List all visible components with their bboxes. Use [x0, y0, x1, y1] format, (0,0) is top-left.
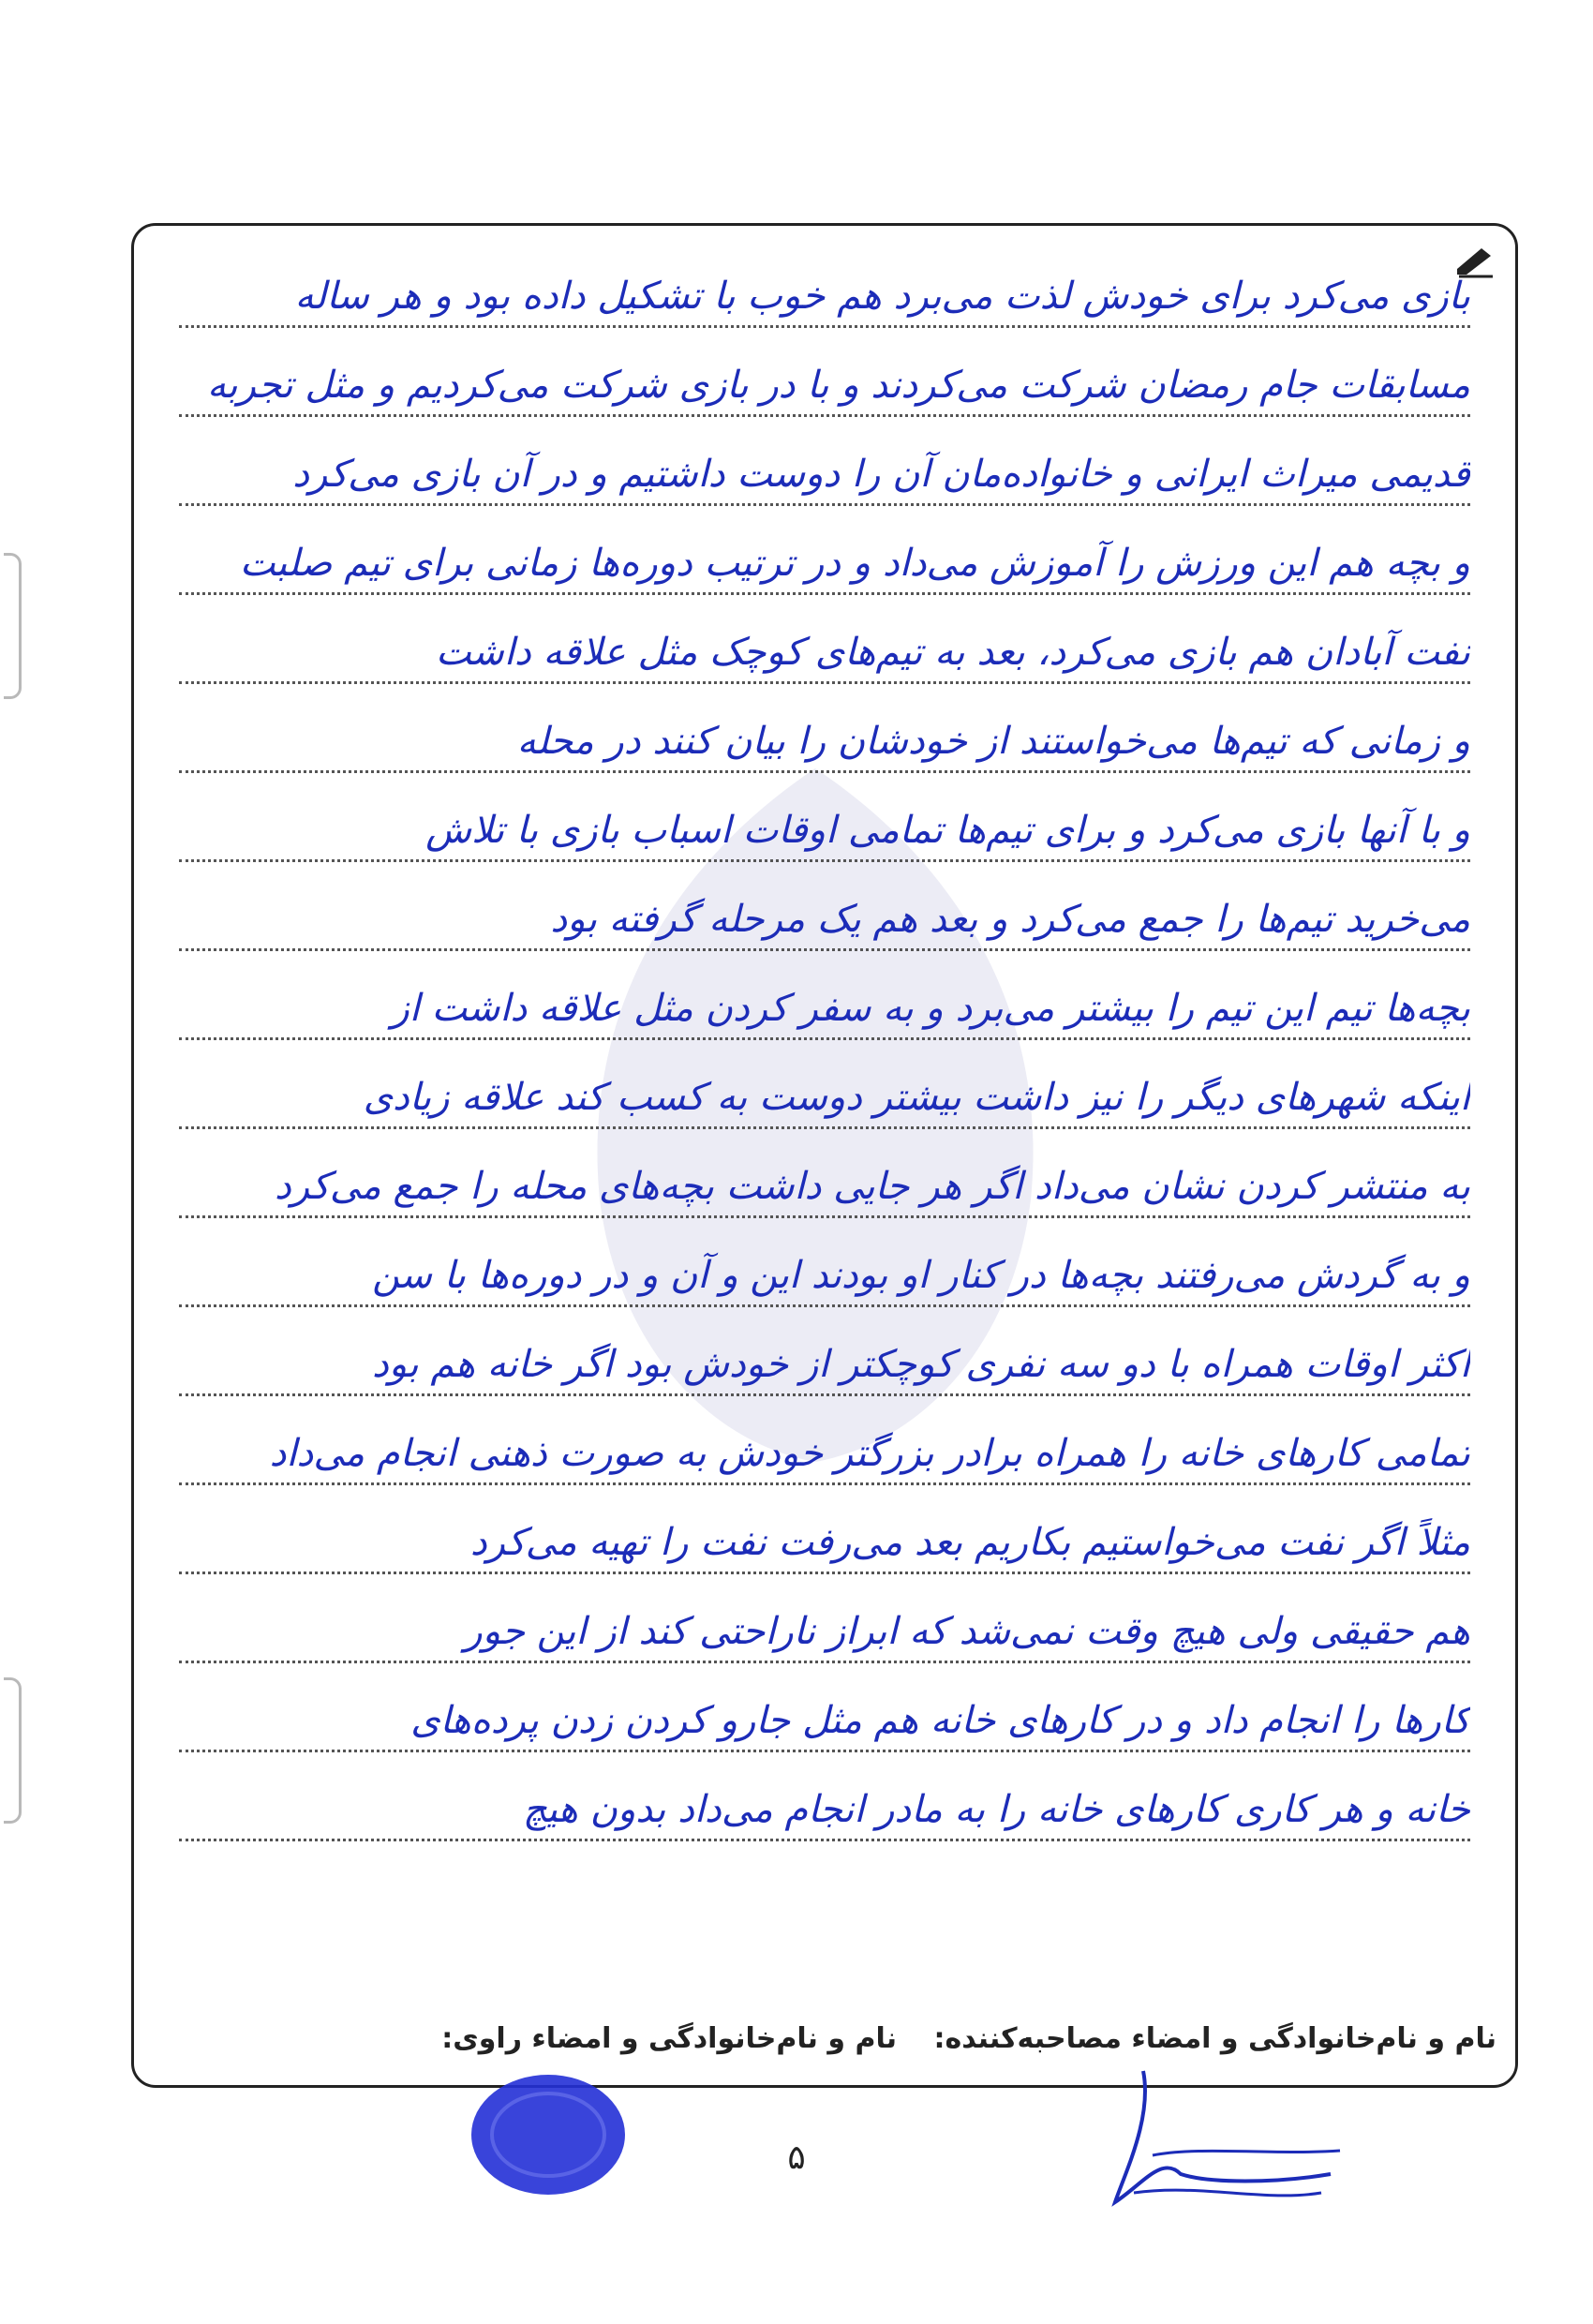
binding-hole — [4, 553, 22, 699]
handwritten-line: و با آنها بازی می‌کرد و برای تیم‌ها تمامی اوقات اسباب بازی با تلاش — [425, 809, 1470, 852]
ruled-line — [179, 503, 1470, 506]
handwritten-line: به منتشر کردن نشان می‌داد اگر هر جایی داشت بچه‌های محله را جمع می‌کرد — [274, 1165, 1470, 1208]
content-frame — [131, 223, 1518, 2088]
ruled-line — [179, 770, 1470, 773]
ruled-line — [179, 414, 1470, 417]
handwritten-line: خانه و هر کاری کارهای خانه را به مادر انجام می‌داد بدون هیچ — [522, 1788, 1470, 1831]
handwritten-line: تمامی کارهای خانه را همراه برادر بزرگتر خودش به صورت ذهنی انجام می‌داد — [269, 1432, 1470, 1475]
ruled-line — [179, 1572, 1470, 1574]
handwritten-line: می‌خرید تیم‌ها را جمع می‌کرد و بعد هم یک مرحله گرفته بود — [550, 898, 1470, 941]
handwritten-line: بچه‌ها تیم این تیم را بیشتر می‌برد و به سفر کردن مثل علاقه داشت از — [391, 987, 1470, 1030]
handwritten-line: کارها را انجام داد و در کارهای خانه هم مثل جارو کردن زدن پرده‌های — [410, 1699, 1470, 1742]
ruled-line — [179, 1037, 1470, 1040]
ruled-lines — [179, 226, 1470, 2006]
handwritten-line: بازی می‌کرد برای خودش لذت می‌برد هم خوب با تشکیل داده بود و هر ساله — [294, 275, 1470, 318]
ruled-line — [179, 1482, 1470, 1485]
narrator-signature-label: نام و نام‌خانوادگی و امضاء راوی: — [441, 2022, 897, 2055]
handwritten-signature — [1087, 2043, 1349, 2230]
binding-hole — [4, 1677, 22, 1824]
handwritten-line: اکثر اوقات همراه با دو سه نفری کوچکتر از خودش بود اگر خانه هم بود — [372, 1343, 1470, 1386]
handwritten-line: مثلاً اگر نفت می‌خواستیم بکاریم بعد می‌رفت نفت را تهیه می‌کرد — [469, 1521, 1470, 1564]
handwritten-line: و بچه هم این ورزش را آموزش می‌داد و در ترتیب دوره‌ها زمانی برای تیم صلبت — [239, 542, 1470, 585]
handwritten-line: مسابقات جام رمضان شرکت می‌کردند و با در بازی شرکت می‌کردیم و مثل تجربه — [207, 364, 1470, 407]
ruled-line — [179, 1661, 1470, 1663]
handwritten-line: اینکه شهرهای دیگر را نیز داشت بیشتر دوست به کسب کند علاقه زیادی — [363, 1076, 1470, 1119]
handwritten-line: و زمانی که تیم‌ها می‌خواستند از خودشان را بیان کنند در محله — [516, 720, 1470, 763]
ruled-line — [179, 592, 1470, 595]
ruled-line — [179, 948, 1470, 951]
ruled-line — [179, 1750, 1470, 1752]
ruled-line — [179, 1215, 1470, 1218]
handwritten-line: قدیمی میراث ایرانی و خانواده‌مان آن را دوست داشتیم و در آن بازی می‌کرد — [292, 453, 1470, 496]
ruled-line — [179, 325, 1470, 328]
page-number: ۵ — [787, 2138, 806, 2177]
ruled-line — [179, 681, 1470, 684]
ruled-line — [179, 1839, 1470, 1841]
ruled-line — [179, 1393, 1470, 1396]
ink-stamp — [459, 2062, 637, 2202]
ruled-line — [179, 859, 1470, 862]
ruled-line — [179, 1126, 1470, 1129]
handwritten-line: نفت آبادان هم بازی می‌کرد، بعد به تیم‌های کوچک مثل علاقه داشت — [436, 631, 1470, 674]
handwritten-line: و به گردش می‌رفتند بچه‌ها در کنار او بودند این و آن و در دوره‌ها با سن — [372, 1254, 1470, 1297]
handwritten-line: هم حقیقی ولی هیچ وقت نمی‌شد که ابراز ناراحتی کند از این جور — [464, 1610, 1470, 1653]
binding-holes — [0, 0, 37, 2324]
ruled-line — [179, 1304, 1470, 1307]
interviewer-signature-label: نام و نام‌خانوادگی و امضاء مصاحبه‌کننده: — [933, 2022, 1496, 2055]
